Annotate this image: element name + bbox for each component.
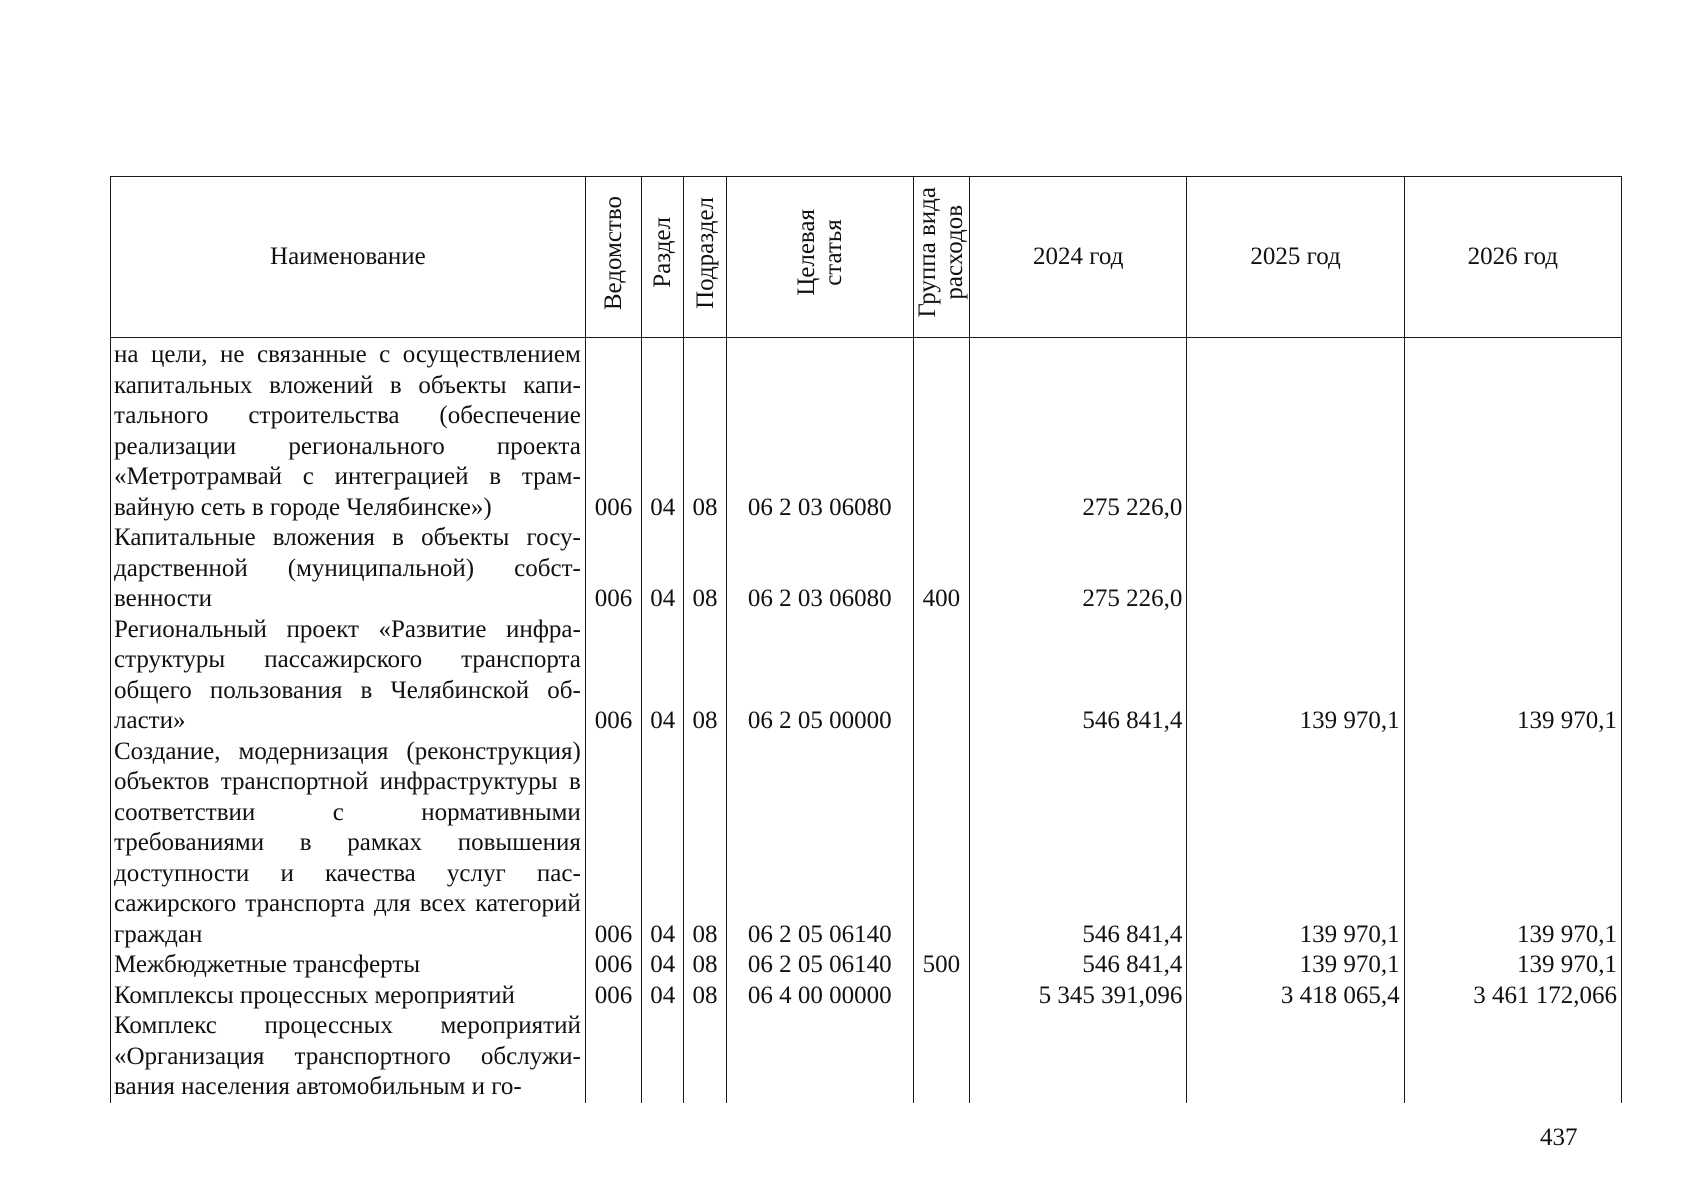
row-podrazdel [684, 1011, 726, 1103]
row-2025: 3 418 065,4 [1187, 981, 1404, 1012]
row-gruppa [913, 338, 969, 524]
row-tselevaya-statya: 06 2 03 06080 [726, 338, 913, 524]
row-name: Межбюджетные трансферты [111, 950, 586, 981]
header-razdel: Раздел [642, 177, 684, 338]
row-tselevaya-statya: 06 2 05 06140 [726, 950, 913, 981]
header-name: Наименование [111, 177, 586, 338]
row-name: Комплексы процессных мероприятий [111, 981, 586, 1012]
row-tselevaya-statya [726, 1011, 913, 1103]
row-razdel: 04 [642, 338, 684, 524]
table-row [111, 338, 1622, 524]
row-gruppa [913, 981, 969, 1012]
header-vedomstvo: Ведомство [585, 177, 641, 338]
header-gruppa-vida-raskhodov: Группа вида расходов [913, 177, 969, 338]
header-year-2026: 2026 год [1404, 177, 1621, 338]
row-name: Региональный проект «Развитие инфраструктуры пассажирского транспорта общего пользования в Челябинской области» [111, 615, 586, 737]
header-year-2025: 2025 год [1187, 177, 1404, 338]
row-vedomstvo [585, 1011, 641, 1103]
row-razdel: 04 [642, 950, 684, 981]
row-name: на цели, не связанные с осуществлением капитальных вложений в объекты капитального строительства (обеспечение реализации регионального проекта «Метротрамвай с интеграцией в трамвайную сеть в городе Челябинске») [111, 338, 586, 524]
table-row [111, 737, 1622, 951]
table-row [111, 981, 1622, 1012]
row-podrazdel: 08 [684, 737, 726, 951]
row-razdel: 04 [642, 523, 684, 615]
row-name: Капитальные вложения в объекты государственной (муниципальной) собственности [111, 523, 586, 615]
row-razdel: 04 [642, 737, 684, 951]
row-tselevaya-statya: 06 2 05 00000 [726, 615, 913, 737]
row-2025: 139 970,1 [1187, 950, 1404, 981]
row-vedomstvo: 006 [585, 523, 641, 615]
row-name: Создание, модернизация (реконструкция) объектов транспортной инфраструктуры в соответствии с нормативными требованиями в рамках повышения доступности и качества услуг пассажирского транспорта для всех категорий граждан [111, 737, 586, 951]
row-gruppa: 400 [913, 523, 969, 615]
table-row [111, 615, 1622, 737]
row-2026: 3 461 172,066 [1404, 981, 1621, 1012]
row-vedomstvo: 006 [585, 338, 641, 524]
row-2024: 275 226,0 [970, 338, 1187, 524]
header-podrazdel: Подраздел [684, 177, 726, 338]
row-2026: 139 970,1 [1404, 950, 1621, 981]
row-vedomstvo: 006 [585, 615, 641, 737]
row-tselevaya-statya: 06 2 03 06080 [726, 523, 913, 615]
header-year-2024: 2024 год [970, 177, 1187, 338]
row-razdel: 04 [642, 615, 684, 737]
row-podrazdel: 08 [684, 981, 726, 1012]
row-gruppa: 500 [913, 950, 969, 981]
row-podrazdel: 08 [684, 615, 726, 737]
row-2024 [970, 1011, 1187, 1103]
row-vedomstvo: 006 [585, 981, 641, 1012]
table-header-row [111, 177, 1622, 338]
row-gruppa [913, 1011, 969, 1103]
row-tselevaya-statya: 06 4 00 00000 [726, 981, 913, 1012]
row-2026: 139 970,1 [1404, 737, 1621, 951]
budget-table [110, 176, 1622, 1103]
row-2026 [1404, 1011, 1621, 1103]
row-2025: 139 970,1 [1187, 615, 1404, 737]
table-row [111, 1011, 1622, 1103]
table-row [111, 523, 1622, 615]
row-name: Комплекс процессных мероприятий «Организация транспортного обслуживания населения автомобильным и го- [111, 1011, 586, 1103]
row-2025 [1187, 1011, 1404, 1103]
row-2024: 5 345 391,096 [970, 981, 1187, 1012]
row-razdel [642, 1011, 684, 1103]
row-2025 [1187, 338, 1404, 524]
row-2025 [1187, 523, 1404, 615]
row-podrazdel: 08 [684, 950, 726, 981]
table-row [111, 950, 1622, 981]
row-podrazdel: 08 [684, 523, 726, 615]
page-number: 437 [1540, 1124, 1578, 1151]
row-vedomstvo: 006 [585, 950, 641, 981]
row-2024: 546 841,4 [970, 615, 1187, 737]
row-podrazdel: 08 [684, 338, 726, 524]
row-2024: 546 841,4 [970, 950, 1187, 981]
row-2026 [1404, 523, 1621, 615]
row-2025: 139 970,1 [1187, 737, 1404, 951]
row-2026 [1404, 338, 1621, 524]
header-tselevaya-statya: Целевая статья [726, 177, 913, 338]
row-vedomstvo: 006 [585, 737, 641, 951]
row-gruppa [913, 615, 969, 737]
row-tselevaya-statya: 06 2 05 06140 [726, 737, 913, 951]
row-2024: 546 841,4 [970, 737, 1187, 951]
row-2026: 139 970,1 [1404, 615, 1621, 737]
row-gruppa [913, 737, 969, 951]
row-2024: 275 226,0 [970, 523, 1187, 615]
row-razdel: 04 [642, 981, 684, 1012]
